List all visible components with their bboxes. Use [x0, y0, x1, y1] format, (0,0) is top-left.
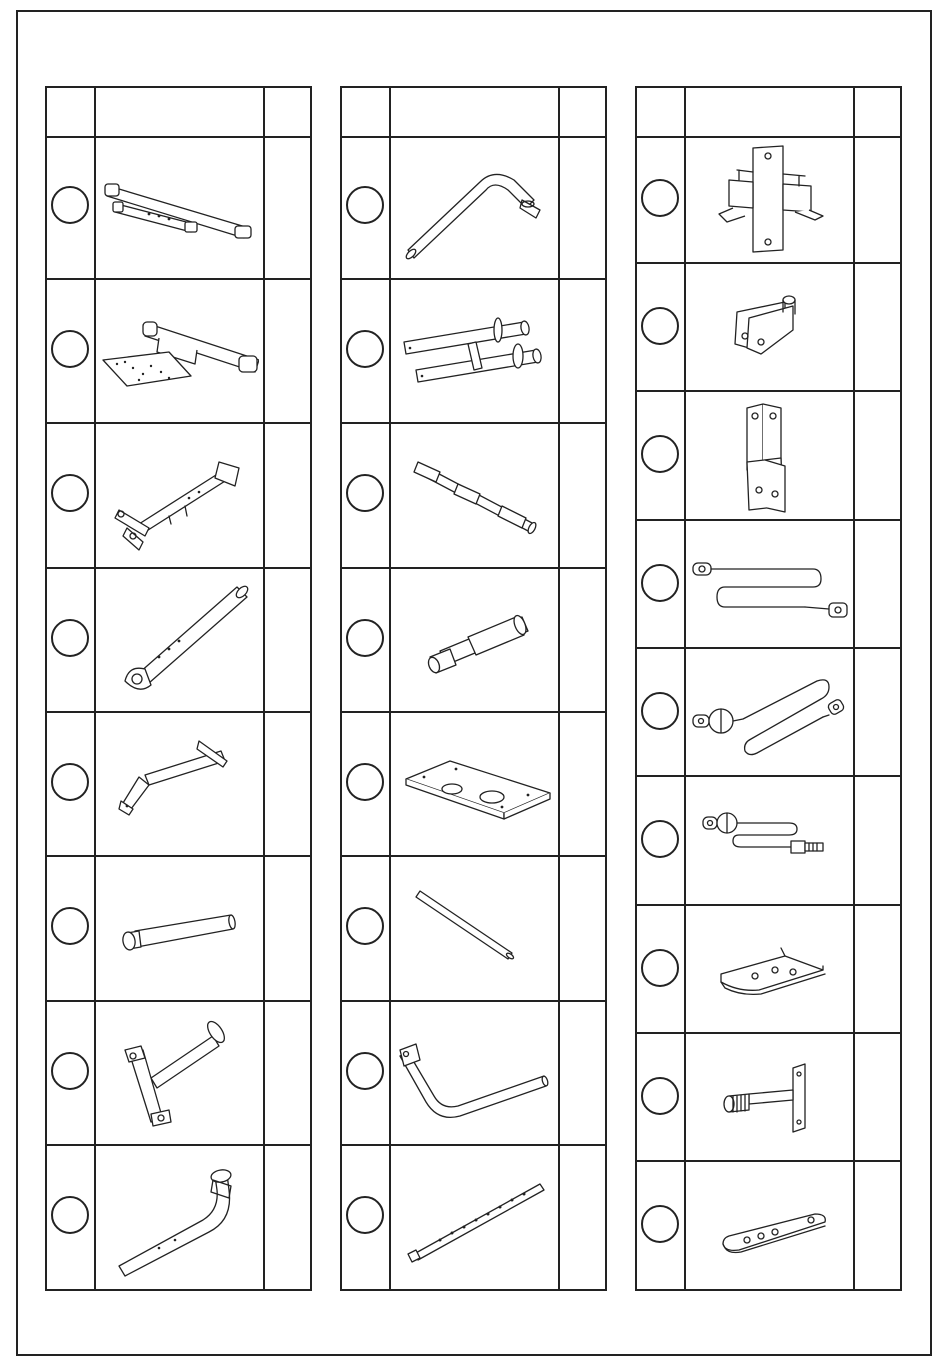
- part-number-circle: [51, 907, 89, 945]
- t-base-frame-icon: [99, 144, 259, 272]
- table-row: [47, 280, 310, 424]
- table-header: [637, 88, 900, 138]
- straight-tube-with-cap-icon: [99, 865, 259, 993]
- double-channel-bracket-icon: [689, 140, 849, 260]
- table-header: [47, 88, 310, 138]
- table-row: [47, 1146, 310, 1289]
- cable-with-threaded-end-icon: [689, 781, 849, 901]
- part-number-circle: [346, 619, 384, 657]
- t-post-with-plate-icon: [99, 1010, 259, 1138]
- part-number-circle: [641, 307, 679, 345]
- angle-bracket-arm-icon: [99, 721, 259, 849]
- flat-strap-icon: [689, 1166, 849, 1286]
- table-row: [342, 1002, 605, 1146]
- table-row: [342, 424, 605, 569]
- table-row: [47, 1002, 310, 1146]
- angled-tube-with-pulley-icon: [99, 577, 259, 705]
- table-row: [342, 857, 605, 1002]
- parts-table-right: [635, 86, 902, 1291]
- part-number-circle: [641, 179, 679, 217]
- cable-icon: [689, 525, 849, 645]
- vertical-pulley-bracket-icon: [689, 396, 849, 516]
- curl-bar-icon: [394, 432, 554, 560]
- part-number-circle: [51, 1052, 89, 1090]
- table-row: [47, 136, 310, 280]
- table-row: [637, 1034, 900, 1162]
- table-row: [637, 264, 900, 392]
- part-number-circle: [641, 1205, 679, 1243]
- table-row: [637, 777, 900, 906]
- part-number-circle: [346, 330, 384, 368]
- base-plate-icon: [394, 721, 554, 849]
- parts-table-left: [45, 86, 312, 1291]
- table-row: [342, 136, 605, 280]
- part-number-circle: [51, 186, 89, 224]
- part-number-circle: [641, 435, 679, 473]
- table-row: [637, 521, 900, 649]
- part-number-circle: [346, 186, 384, 224]
- curved-plate-icon: [689, 910, 849, 1030]
- table-row: [637, 649, 900, 777]
- part-number-circle: [641, 820, 679, 858]
- knob-post-icon: [689, 1038, 849, 1158]
- front-stabilizer-plate-icon: [99, 288, 259, 416]
- part-number-circle: [346, 474, 384, 512]
- part-number-circle: [641, 692, 679, 730]
- table-row: [47, 569, 310, 713]
- part-number-circle: [51, 619, 89, 657]
- pivot-bracket-icon: [689, 268, 849, 388]
- u-bent-tube-icon: [394, 1010, 554, 1138]
- part-number-circle: [641, 1077, 679, 1115]
- seat-frame-bracket-icon: [99, 432, 259, 560]
- part-number-circle: [51, 474, 89, 512]
- curved-tube-icon: [99, 1154, 259, 1282]
- part-number-circle: [346, 1052, 384, 1090]
- table-row: [342, 280, 605, 424]
- bent-handle-tube-icon: [394, 144, 554, 272]
- cable-with-ball-stop-icon: [689, 653, 849, 773]
- twin-bar-with-flanges-icon: [394, 288, 554, 416]
- table-row: [637, 906, 900, 1034]
- part-number-circle: [51, 330, 89, 368]
- rod-icon: [394, 865, 554, 993]
- table-row: [637, 136, 900, 264]
- part-number-circle: [346, 907, 384, 945]
- part-number-circle: [51, 763, 89, 801]
- table-row: [637, 392, 900, 521]
- table-row: [47, 857, 310, 1002]
- part-number-circle: [641, 564, 679, 602]
- table-row: [342, 713, 605, 857]
- table-row: [342, 1146, 605, 1289]
- parts-table-middle: [340, 86, 607, 1291]
- foam-roller-tube-icon: [394, 577, 554, 705]
- part-number-circle: [346, 1196, 384, 1234]
- table-row: [47, 713, 310, 857]
- table-row: [637, 1162, 900, 1289]
- table-row: [47, 424, 310, 569]
- table-row: [342, 569, 605, 713]
- adjustment-tube-with-holes-icon: [394, 1154, 554, 1282]
- part-number-circle: [51, 1196, 89, 1234]
- part-number-circle: [641, 949, 679, 987]
- table-header: [342, 88, 605, 138]
- part-number-circle: [346, 763, 384, 801]
